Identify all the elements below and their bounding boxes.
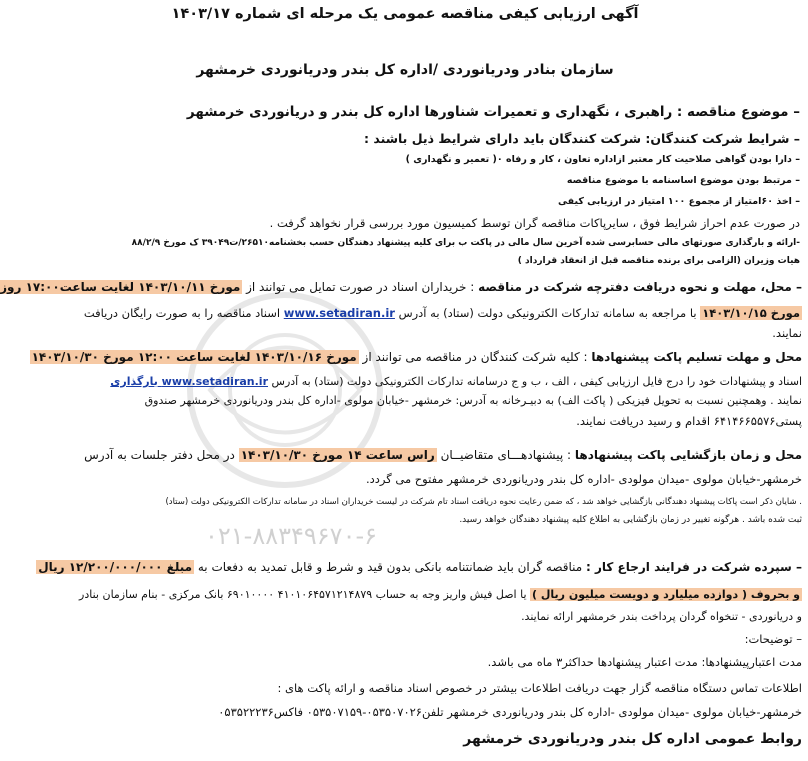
opening-paragraph-line2: خرمشهر-خیابان مولوی -میدان مولودی -اداره کل بندر ودریانوردی خرمشهر مفتوح می گردد. [365,472,802,486]
conditions-note: در صورت عدم احراز شرایط فوق ، سایرپاکات مناقصه گران توسط کمیسیون مورد بررسی قرار نخواهد گرفت . [269,216,800,230]
organization-title: سازمان بنادر ودریانوردی /اداره کل بندر ودریانوردی خرمشهر [196,62,614,78]
explanations-heading: – توضیحات: [744,632,802,646]
submission-paragraph-line1 [6,346,802,368]
documents-date-from: مورخ ۱۴۰۳/۱۰/۱۱ لغایت ساعت۱۷:۰۰ روز [0,280,241,294]
submission-text: : کلیه شرکت کنندگان در مناقصه می توانند از [358,350,592,364]
documents-text: : خریداران اسناد در صورت تمایل می توانند از [242,280,479,294]
tender-subject: – موضوع مناقصه : راهبری ، نگهداری و تعمیرات شناورها اداره کل بندر و دریانوردی خرمشهر [186,104,800,120]
deposit-paragraph-line1 [6,556,802,578]
condition-item: – مرتبط بودن موضوع اساسنامه با موضوع مناقصه [566,175,800,186]
deposit-text-2: یا اصل فیش واریز وجه به حساب ۴۱۰۱۰۶۴۵۷۱۲۱۴۸۷۹ ۶۹۰۱۰۰۰۰ بانک مرکزی - بنام سازمان بنادر [79,588,531,601]
notice-title: آگهی ارزیابی کیفی مناقصه عمومی یک مرحله ای شماره ۱۴۰۳/۱۷ [171,6,639,22]
deposit-amount: مبلغ ۱۲/۲۰۰/۰۰۰/۰۰۰ ریال [38,560,193,574]
condition-item: – اخذ ۶۰امتیاز از مجموع ۱۰۰ امتیاز در ارزیابی کیفی [558,196,800,207]
setadiran-link-2[interactable]: www.setadiran.ir [161,375,269,388]
financial-statements-note: -ارائه و بارگذاری صورتهای مالی حسابرسی شده آخرین سال مالی در پاکت ب برای کلیه پیشنهاد دهندگان حسب بخشنامه۲۶۵۱۰/ت۳۹۰۴۹ ک مورخ ۸۸/۲/۹ [131,238,800,248]
documents-paragraph-line1 [0,276,802,298]
opening-date: راس ساعت ۱۴ مورخ ۱۴۰۳/۱۰/۳۰ [240,448,435,462]
opening-heading: محل و زمان بازگشایی پاکت پیشنهادها [574,448,802,462]
submission-text-2: اسناد و پیشنهادات خود را درج فایل ارزیابی کیفی ، الف ، ب و ج درسامانه تدارکات الکترونیکی دولت (ستاد) به آدرس [268,375,802,388]
deposit-amount-words: و بحروف ( دوازده میلیارد و دویست میلیون ریال ) [532,588,800,601]
documents-paragraph-line3: نمایند. [772,326,802,340]
documents-paragraph-line2 [6,302,802,324]
submission-paragraph-line3: نمایند . وهمچنین نسبت به تحویل فیزیکی ( پاکت الف) به دبیـرخانه به آدرس: خرمشهر -خیابان مولوی -اداره کل بندر ودریانوردی خرمشهر صندوق [144,394,802,407]
opening-text: : پیشنهادهـــای متقاضیــان [436,448,575,462]
validity-text: مدت اعتبارپیشنهادها: مدت اعتبار پیشنهادها حداکثر۳ ماه می باشد. [487,655,802,669]
documents-date-to: مورخ ۱۴۰۳/۱۰/۱۵ [702,306,800,320]
documents-text-2: با مراجعه به سامانه تدارکات الکترونیکی دولت (ستاد) به آدرس [394,306,701,320]
contact-address: خرمشهر-خیابان مولوی -میدان مولودی -اداره کل بندر ودریانوردی خرمشهر تلفن۰۵۳۵۰۷۰۲۶-۰۵۳۵۰۷۱۵۹ فاکس۰۵۳۵۲۲۲۳۶ [218,705,802,719]
submission-paragraph-line4: پستی۶۴۱۴۶۶۵۵۷۶ اقدام و رسید دریافت نمایند. [576,414,802,428]
setadiran-link[interactable]: www.setadiran.ir [283,306,395,320]
watermark-phone: ۰۲۱-۸۸۳۴۹۶۷۰-۶ [205,522,378,550]
documents-text-3: اسناد مناقصه را به صورت رایگان دریافت [83,306,284,320]
deposit-paragraph-line3: و دریانوردی - تنخواه گردان پرداخت بندر خرمشهر ارائه نمایند. [521,610,802,623]
opening-paragraph-line3: . شایان ذکر است پاکات پیشنهاد دهندگانی بازگشایی خواهد شد ، که ضمن رعایت نحوه دریافت اسناد تام شرکت در لیست خریداران اسناد در سامانه تدارکات الکترونیکی دولت (ستاد) [165,497,802,507]
deposit-heading: – سپرده شرکت در فرایند ارجاع کار : [586,560,802,574]
submission-heading: محل و مهلت تسلیم پاکت پیشنهادها [591,350,802,364]
deposit-text: مناقصه گران باید ضمانتنامه بانکی بدون قید و شرط و قابل تمدید به دفعات به [194,560,586,574]
documents-heading: – محل، مهلت و نحوه دریافت دفترچه شرکت در مناقصه [478,280,802,294]
opening-paragraph-line4: ثبت شده باشد . هرگونه تغییر در زمان بازگشایی به اطلاع کلیه پیشنهاد دهندگان خواهد رسید. [459,515,802,525]
footer-signature: روابط عمومی اداره کل بندر ودریانوردی خرمشهر [463,731,802,747]
opening-text-2: در محل دفتر جلسات به آدرس [84,448,239,462]
contact-text: اطلاعات تماس دستگاه مناقصه گزار جهت دریافت اطلاعات بیشتر در خصوص اسناد مناقصه و ارائه پاکت های : [277,681,802,695]
upload-link[interactable]: بارگذاری [110,375,162,388]
deposit-paragraph-line2 [6,584,802,606]
financial-statements-note-2: هیات وزیران (الزامی برای برنده مناقصه قبل از انعقاد قرارداد ) [517,256,800,266]
submission-date-range: مورخ ۱۴۰۳/۱۰/۱۶ لغایت ساعت ۱۲:۰۰ مورخ ۱۴۰۳/۱۰/۳۰ [31,350,357,364]
conditions-heading: – شرایط شرکت کنندگان: شرکت کنندگان باید دارای شرایط ذیل باشند : [364,131,800,146]
submission-paragraph-line2 [6,372,802,392]
opening-paragraph-line1 [6,444,802,466]
condition-item: – دارا بودن گواهی صلاحیت کار معتبر ازاداره تعاون ، کار و رفاه ٠( تعمیر و نگهداری ) [405,154,800,165]
